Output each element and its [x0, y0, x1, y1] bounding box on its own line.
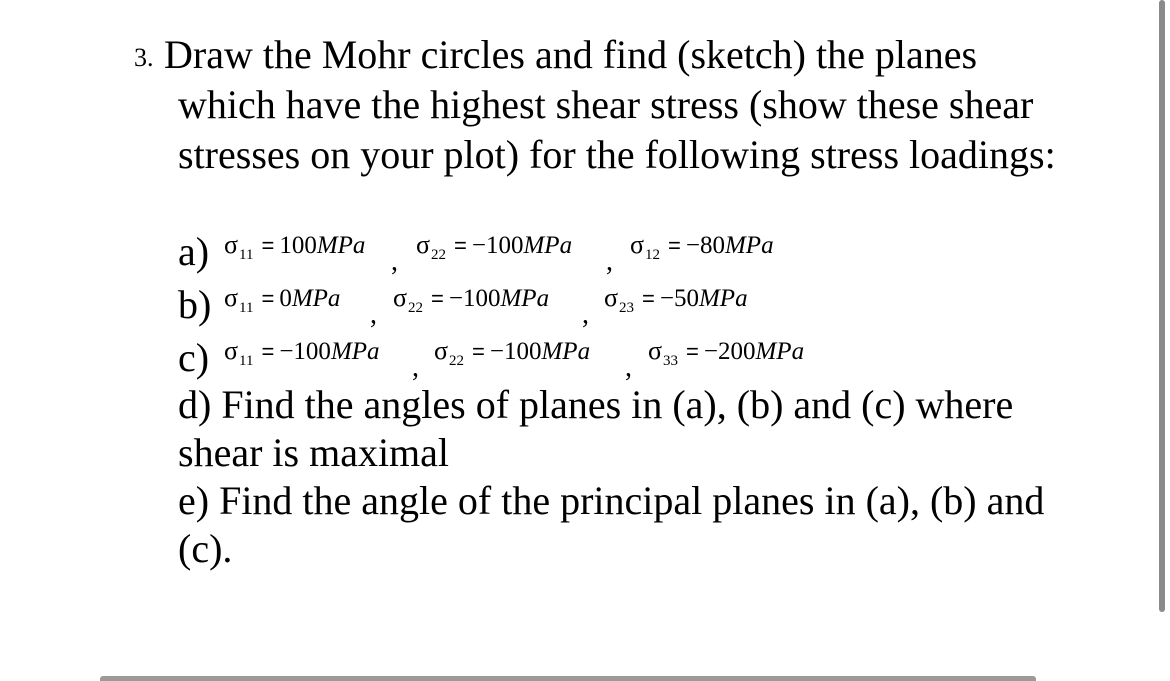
- stress-value: −50: [659, 285, 699, 312]
- separator-comma: ,: [391, 246, 398, 277]
- sigma-symbol: σ: [434, 336, 449, 365]
- separator-comma: ,: [582, 299, 589, 330]
- bottom-divider: [100, 676, 1036, 681]
- stress-term: [434, 336, 590, 370]
- stress-value: 100: [279, 232, 317, 259]
- stress-subscript: 22: [408, 300, 424, 316]
- vertical-scrollbar[interactable]: [1159, 0, 1165, 612]
- part-label: c): [178, 335, 210, 380]
- equals-sign: =: [642, 286, 655, 311]
- equals-sign: =: [261, 233, 275, 258]
- question-number: 3.: [134, 43, 154, 72]
- part-label: a): [178, 229, 210, 274]
- part-d: [178, 381, 1013, 477]
- stress-unit: MPa: [291, 285, 341, 312]
- part-d-line: shear is maximal: [178, 430, 450, 475]
- stress-subscript: 11: [239, 300, 254, 316]
- stress-term: [224, 283, 340, 317]
- stress-term: [393, 283, 549, 317]
- stress-value: −80: [685, 232, 725, 259]
- stress-value: 0: [279, 285, 292, 312]
- sigma-symbol: σ: [393, 283, 408, 312]
- equals-sign: =: [431, 286, 444, 311]
- part-a: [178, 222, 1138, 275]
- stress-unit: MPa: [330, 338, 380, 365]
- separator-comma: ,: [412, 352, 419, 383]
- stress-loadings-list: [178, 222, 1138, 381]
- stress-unit: MPa: [755, 338, 805, 365]
- stress-unit: MPa: [724, 232, 774, 259]
- stress-subscript: 12: [645, 247, 661, 263]
- sigma-symbol: σ: [224, 230, 239, 259]
- equals-sign: =: [261, 339, 275, 364]
- stress-unit: MPa: [316, 232, 366, 259]
- sigma-symbol: σ: [630, 230, 645, 259]
- stress-value: −100: [279, 338, 331, 365]
- question-intro: [164, 30, 1124, 180]
- stress-value: −100: [471, 232, 524, 259]
- sigma-symbol: σ: [224, 283, 239, 312]
- intro-line: Draw the Mohr circles and find (sketch) the planes: [164, 32, 978, 77]
- part-d-line: d) Find the angles of planes in (a), (b) and (c) where: [178, 382, 1014, 427]
- stress-term: [224, 336, 380, 370]
- sigma-symbol: σ: [224, 336, 239, 365]
- part-label: b): [178, 282, 212, 327]
- intro-line: which have the highest shear stress (show these shear: [178, 82, 1034, 127]
- stress-subscript: 11: [239, 247, 254, 263]
- equals-sign: =: [686, 339, 699, 364]
- equals-sign: =: [472, 339, 485, 364]
- equals-sign: =: [454, 233, 467, 258]
- stress-value: −200: [703, 338, 756, 365]
- stress-unit: MPa: [698, 285, 748, 312]
- stress-subscript: 23: [619, 300, 635, 316]
- stress-value: −100: [448, 285, 501, 312]
- stress-term: [604, 283, 748, 317]
- part-e: [178, 477, 1044, 573]
- intro-line: stresses on your plot) for the following stress loadings:: [178, 132, 1056, 177]
- stress-unit: MPa: [541, 338, 591, 365]
- stress-unit: MPa: [523, 232, 573, 259]
- sigma-symbol: σ: [416, 230, 431, 259]
- stress-value: −100: [489, 338, 542, 365]
- separator-comma: ,: [606, 246, 613, 277]
- part-e-line: (c).: [178, 526, 233, 571]
- stress-term: [224, 230, 365, 264]
- part-b: [178, 275, 1138, 328]
- stress-subscript: 33: [663, 353, 679, 369]
- separator-comma: ,: [625, 352, 632, 383]
- stress-term: [648, 336, 804, 370]
- stress-unit: MPa: [500, 285, 550, 312]
- stress-subscript: 11: [239, 353, 254, 369]
- sigma-symbol: σ: [648, 336, 663, 365]
- equals-sign: =: [668, 233, 681, 258]
- stress-subscript: 22: [449, 353, 465, 369]
- stress-term: [630, 230, 774, 264]
- part-e-line: e) Find the angle of the principal planes in (a), (b) and: [178, 478, 1045, 523]
- sigma-symbol: σ: [604, 283, 619, 312]
- stress-subscript: 22: [431, 247, 447, 263]
- part-c: [178, 328, 1138, 381]
- equals-sign: =: [261, 286, 275, 311]
- stress-term: [416, 230, 572, 264]
- separator-comma: ,: [370, 299, 377, 330]
